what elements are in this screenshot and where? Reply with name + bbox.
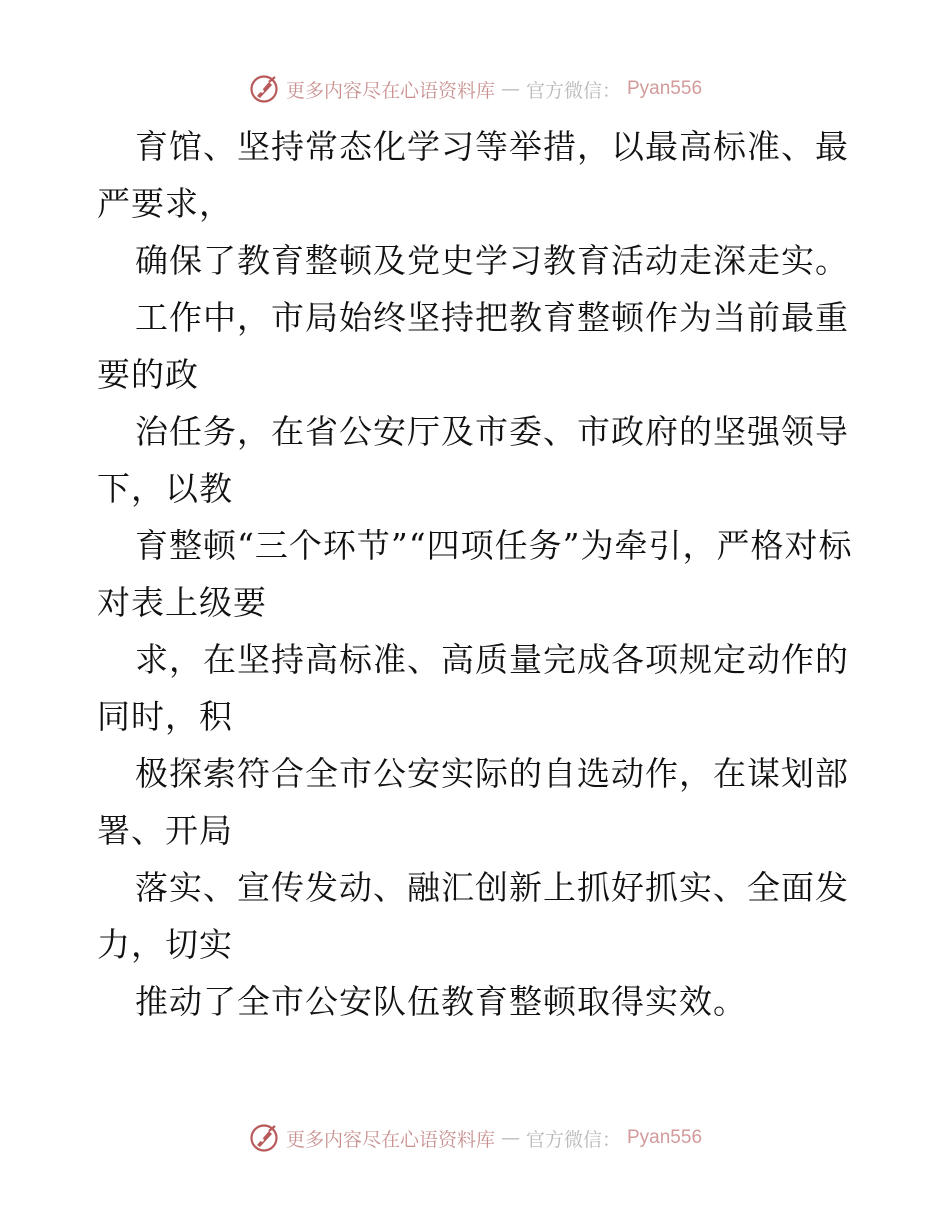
document-body (97, 118, 857, 1030)
paragraph: 工作中，市局始终坚持把教育整顿作为当前最重要的政 (97, 298, 849, 394)
paragraph: 治任务，在省公安厅及市委、市政府的坚强领导下，以教 (97, 412, 849, 508)
watermark-official-label: 官方微信： (525, 1128, 621, 1151)
paragraph: 极探索符合全市公安实际的自选动作，在谋划部署、开局 (97, 754, 849, 850)
pen-nib-logo-icon (248, 1122, 280, 1154)
watermark-brand: 更多内容尽在心语资料库 (285, 79, 495, 102)
paragraph: 求，在坚持高标准、高质量完成各项规定动作的同时，积 (97, 640, 849, 736)
pen-nib-logo-icon (248, 73, 280, 105)
watermark-separator: — (500, 78, 520, 100)
watermark-wechat-id: Pyan556 (627, 1127, 703, 1148)
paragraph: 确保了教育整顿及党史学习教育活动走深走实。 (135, 241, 849, 280)
watermark-separator: — (500, 1127, 520, 1149)
paragraph: 育馆、坚持常态化学习等举措，以最高标准、最严要求， (97, 127, 849, 223)
header-watermark (0, 73, 950, 105)
footer-watermark (0, 1122, 950, 1154)
watermark-official-label: 官方微信： (525, 79, 621, 102)
paragraph: 育整顿“三个环节”“四项任务”为牵引，严格对标对表上级要 (97, 526, 853, 622)
watermark-brand: 更多内容尽在心语资料库 (285, 1128, 495, 1151)
paragraph: 推动了全市公安队伍教育整顿取得实效。 (135, 982, 747, 1021)
paragraph: 落实、宣传发动、融汇创新上抓好抓实、全面发力，切实 (97, 868, 849, 964)
watermark-wechat-id: Pyan556 (627, 78, 703, 99)
